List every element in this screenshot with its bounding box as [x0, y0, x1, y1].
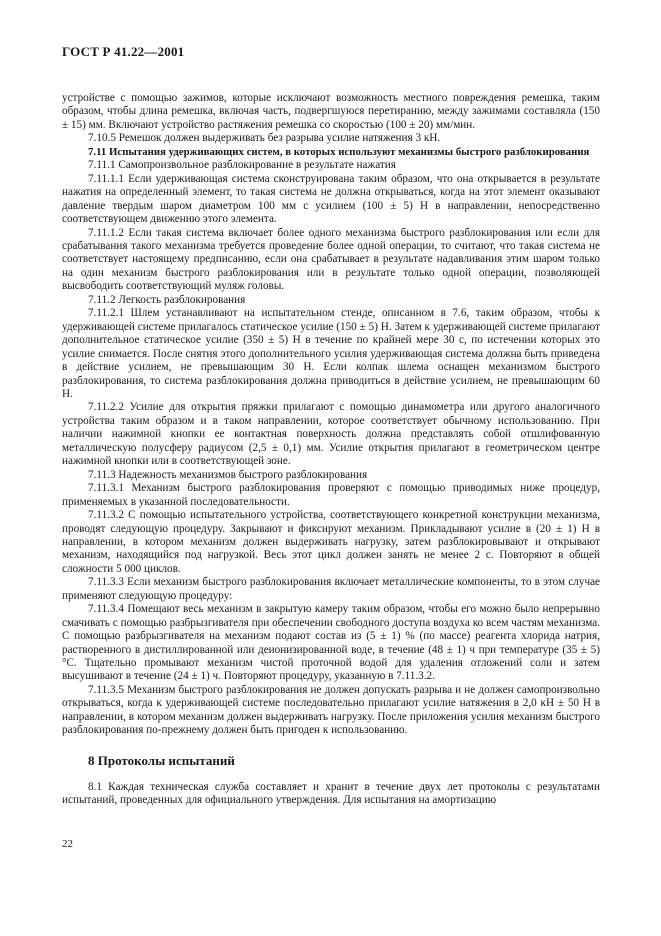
document-header: ГОСТ Р 41.22—2001 [62, 44, 185, 59]
paragraph-7-11-3: 7.11.3 Надежность механизмов быстрого разблокирования [88, 468, 368, 481]
paragraph-7-11-1-2: 7.11.1.2 Если такая система включает более одного механизма быстрого разблокирования или если для срабатывания такого механизма требуется проведение более одной операции, то считают, что такая система не соответствует настоящему предписанию, если она срабатывает в результате надавливания этим шаром только на один механизм быстрого разблокирования или в результате только одной операции, позволяющей высвободить соответствующий муляж головы. [62, 226, 600, 293]
document-body [62, 92, 600, 808]
paragraph-7-11-3-4: 7.11.3.4 Помещают весь механизм в закрытую камеру таким образом, чтобы его можно было непрерывно смачивать с помощью разбрызгивателя при обеспечении свободного доступа воздуха ко всем частям механизма. С помощью разбрызгивателя на механизм подают состав из (5 ± 1) % (по массе) реагента хлорида натрия, растворенного в дистиллированной или деионизированной воде, в течение (48 ± 1) ч при температуре (35 ± 5) °С. Тщательно промывают механизм чистой проточной водой для удаления отложений соли и затем высушивают в течение (24 ± 1) ч. Повторяют процедуру, указанную в 7.11.3.2. [62, 603, 600, 683]
paragraph-7-11-3-3: 7.11.3.3 Если механизм быстрого разблокирования включает металлические компоненты, то в этом случае применяют следующую процедуру: [62, 576, 600, 602]
paragraph-continuation: устройстве с помощью зажимов, которые исключают возможность местного повреждения ремешка, таким образом, чтобы длина ремешка, включая часть, подвергшуюся перетиранию, между зажимами составляла (150 ± 15) мм. Включают устройство растяжения ремешка со скоростью (100 ± 20) мм/мин. [62, 92, 600, 131]
paragraph-7-11-3-5: 7.11.3.5 Механизм быстрого разблокирования не должен допускать разрыва и не должен самопроизвольно открываться, когда к удерживающей системе последовательно прилагают усилие натяжения в 2,0 кН ± 50 Н в направлении, в котором механизм должен выдерживать нагрузку. После приложения усилия механизм быстрого разблокирования по-прежнему должен быть пригоден к использованию. [62, 683, 600, 737]
section-8-title: 8 Протоколы испытаний [88, 752, 235, 768]
page-number: 22 [62, 838, 73, 850]
paragraph-7-11-2-2: 7.11.2.2 Усилие для открытия пряжки прилагают с помощью динамометра или другого аналогичного устройства таким образом и в таком направлении, которое соответствует обычному использованию. При наличии нажимной кнопки ее контактная поверхность должна представлять собой отшлифованную металлическую полусферу радиусом (2,5 ± 0,1) мм. Усилие открытия прилагают в геометрическом центре нажимной кнопки или в соответствующей зоне. [62, 401, 600, 468]
heading-7-11: 7.11 Испытания удерживающих систем, в которых используют механизмы быстрого разблокирования [88, 145, 590, 158]
paragraph-7-11-1: 7.11.1 Самопроизвольное разблокирование в результате нажатия [88, 159, 396, 172]
paragraph-7-11-2-1: 7.11.2.1 Шлем устанавливают на испытательном стенде, описанном в 7.6, таким образом, чтобы к удерживающей системе прилагалось статическое усилие (150 ± 5) Н. Затем к удерживающей системе прилагают дополнительное статическое усилие (350 ± 5) Н в течение по крайней мере 30 с, по истечении которых это усилие снимается. После снятия этого дополнительного усилия удерживающая система должна быть приведена в действие усилием, не превышающим 30 Н. Если колпак шлема оснащен механизмом быстрого разблокирования, то система разблокирования должна приводиться в действие усилием, не превышающим 60 Н. [62, 307, 600, 400]
paragraph-7-11-3-1: 7.11.3.1 Механизм быстрого разблокирования проверяют с помощью приводимых ниже процедур, применяемых в указанной последовательности. [62, 482, 600, 508]
paragraph-8-1: 8.1 Каждая техническая служба составляет и хранит в течение двух лет протоколы с результатами испытаний, проведенных для официального утверждения. Для испытания на амортизацию [62, 780, 600, 807]
paragraph-7-11-3-2: 7.11.3.2 С помощью испытательного устройства, соответствующего конкретной конструкции механизма, проводят следующую процедуру. Закрывают и фиксируют механизм. Прикладывают усилие в (20 ± 1) Н в направлении, в котором механизм должен выдерживать нагрузку, затем разблокировывают и открывают механизм, находящийся под нагрузкой. Весь этот цикл должен занять не менее 2 с. Повторяют в общей сложности 5 000 циклов. [62, 509, 600, 575]
paragraph-7-10-5: 7.10.5 Ремешок должен выдерживать без разрыва усилие натяжения 3 кН. [88, 132, 441, 145]
paragraph-7-11-1-1: 7.11.1.1 Если удерживающая система сконструирована таким образом, что она открывается в результате нажатия на определенный элемент, то такая система не должна открываться, когда на этот элемент оказывают давление твердым шаром диаметром 100 мм с усилием (100 ± 5) Н в направлении, непосредственно соответствующем движению этого элемента. [62, 172, 600, 226]
paragraph-7-11-2: 7.11.2 Легкость разблокирования [88, 293, 246, 306]
